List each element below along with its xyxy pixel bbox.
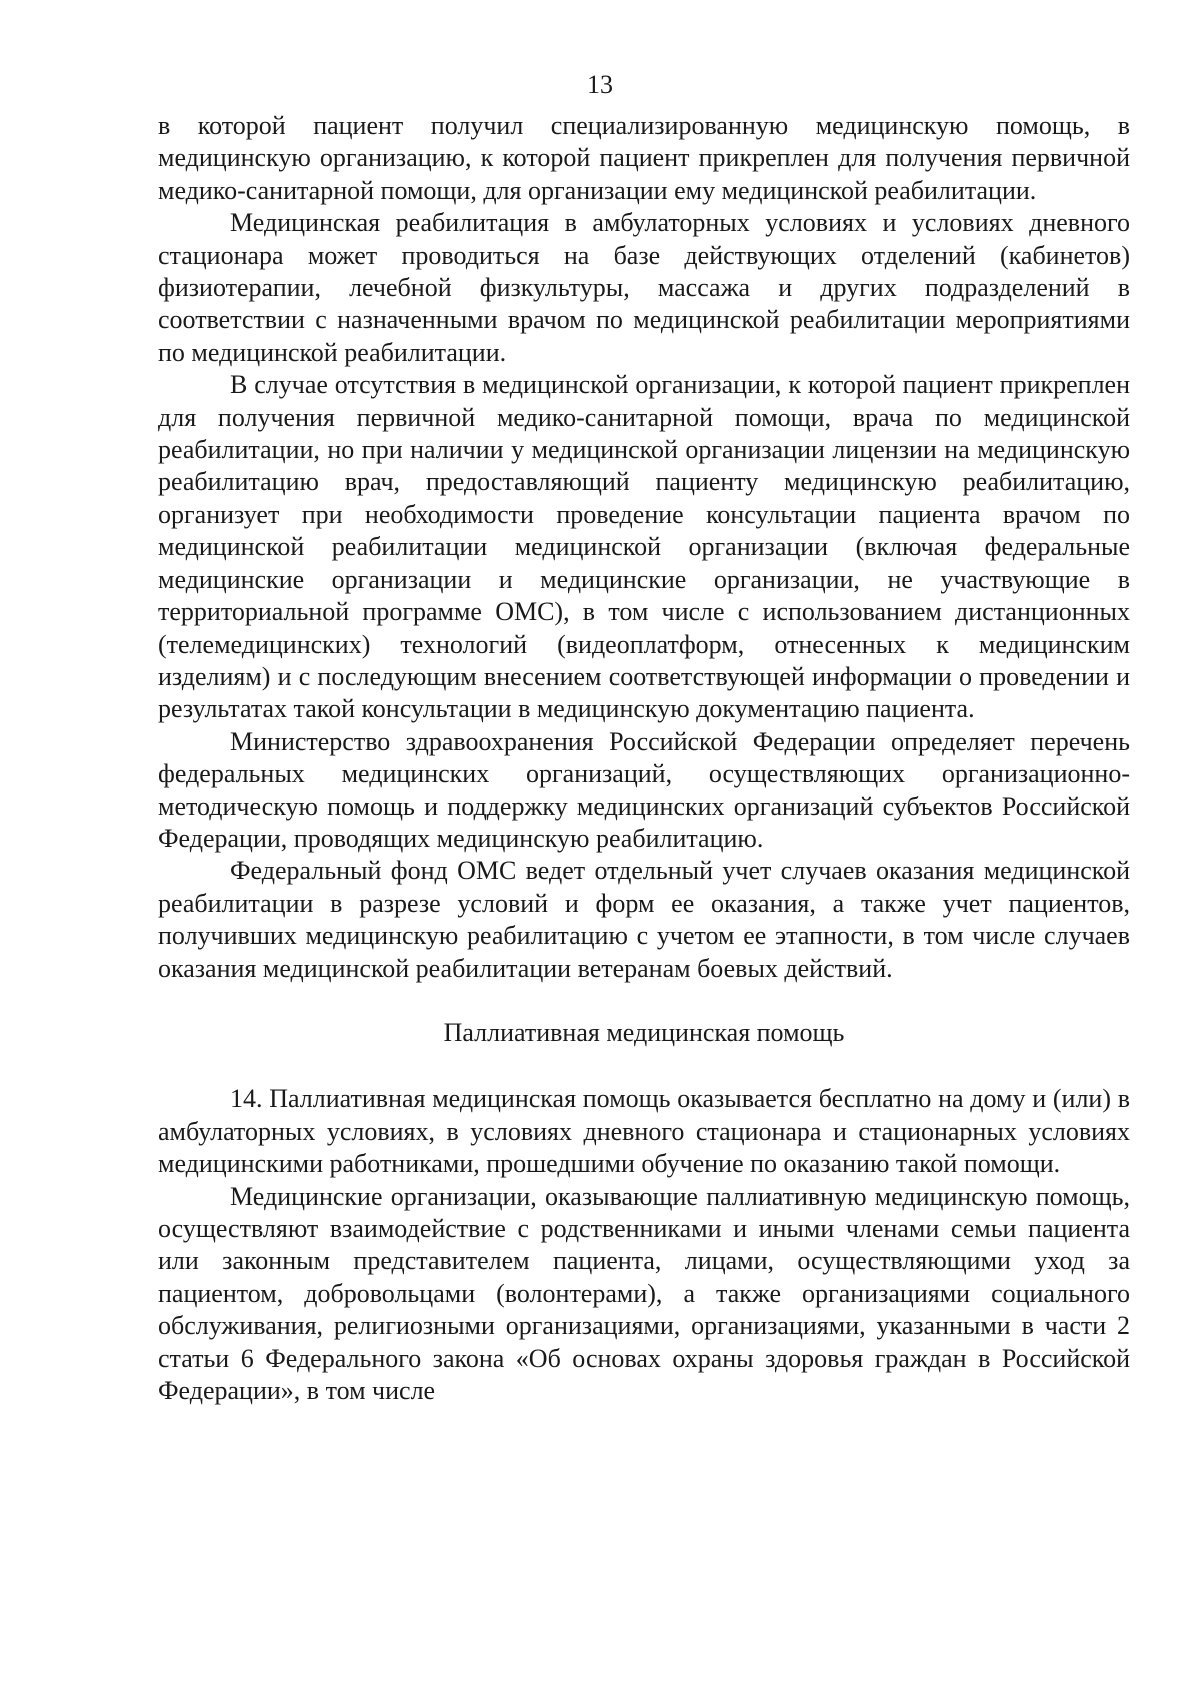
section-heading: Паллиативная медицинская помощь <box>443 1017 845 1047</box>
page-number: 13 <box>587 70 613 99</box>
paragraph-federal-fund: Федеральный фонд ОМС ведет отдельный учет случаев оказания медицинской реабилитации в разрезе условий и форм ее оказания, а также учет пациентов, получивших медицинскую реабилитацию с учетом ее этапности, в том числе случаев оказания медицинской реабилитации ветеранам боевых действий. <box>158 856 1130 983</box>
paragraph-rehab-consultation: В случае отсутствия в медицинской организации, к которой пациент прикреплен для получения первичной медико-санитарной помощи, врача по медицинской реабилитации, но при наличии у медицинской организации лицензии на медицинскую реабилитацию врач, предоставляющий пациенту медицинскую реабилитацию, организует при необходимости проведение консультации пациента врачом по медицинской реабилитации медицинской организации (включая федеральные медицинские организации и медицинские организации, не участвующие в территориальной программе ОМС), в том числе с использованием дистанционных (телемедицинских) технологий (видеоплатформ, отнесенных к медицинским изделиям) и с последующим внесением соответствующей информации о проведении и результатах такой консультации в медицинскую документацию пациента. <box>158 370 1130 724</box>
paragraph-ministry: Министерство здравоохранения Российской Федерации определяет перечень федеральных медицинских организаций, осуществляющих организационно-методическую помощь и поддержку медицинских организаций субъектов Российской Федерации, проводящих медицинскую реабилитацию. <box>158 726 1130 853</box>
paragraph-continuation: в которой пациент получил специализированную медицинскую помощь, в медицинскую организацию, к которой пациент прикреплен для получения первичной медико-санитарной помощи, для организации ему медицинской реабилитации. <box>158 111 1130 205</box>
document-body <box>158 110 1130 1407</box>
paragraph-palliative-14: 14. Паллиативная медицинская помощь оказывается бесплатно на дому и (или) в амбулаторных условиях, в условиях дневного стационара и стационарных условиях медицинскими работниками, прошедшими обучение по оказанию такой помощи. <box>158 1084 1130 1179</box>
paragraph-palliative-organizations: Медицинские организации, оказывающие паллиативную медицинскую помощь, осуществляют взаимодействие с родственниками и иными членами семьи пациента или законным представителем пациента, лицами, осуществляющими уход за пациентом, добровольцами (волонтерами), а также организациями социального обслуживания, религиозными организациями, организациями, указанными в части 2 статьи 6 Федерального закона «Об основах охраны здоровья граждан в Российской Федерации», в том числе <box>158 1181 1130 1406</box>
paragraph-rehab-outpatient: Медицинская реабилитация в амбулаторных условиях и условиях дневного стационара может проводиться на базе действующих отделений (кабинетов) физиотерапии, лечебной физкультуры, массажа и других подразделений в соответствии с назначенными врачом по медицинской реабилитации мероприятиями по медицинской реабилитации. <box>158 208 1130 367</box>
